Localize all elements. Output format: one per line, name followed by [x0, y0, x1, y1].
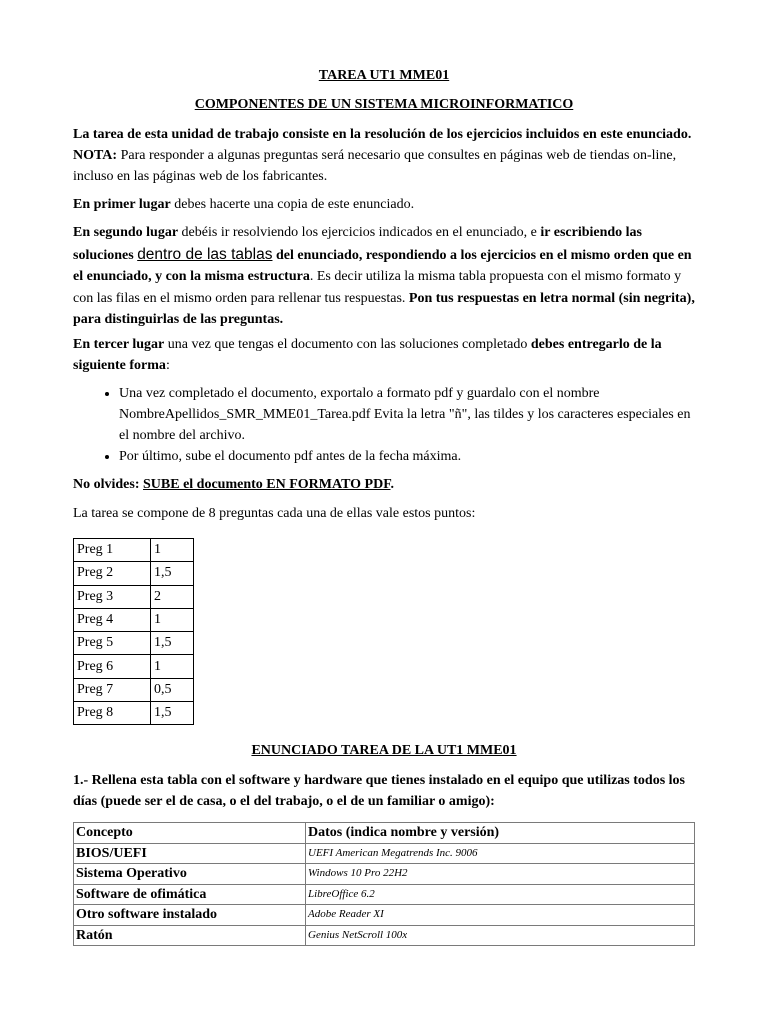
intro-paragraph	[73, 124, 695, 187]
table-row	[74, 539, 194, 562]
header-concept: Concepto	[74, 823, 306, 844]
points-table	[73, 538, 194, 725]
answer-cell: Adobe Reader XI	[306, 905, 695, 926]
second-step-bold-2: ir escribiendo las soluciones	[73, 225, 643, 263]
points-cell: 2	[151, 585, 194, 608]
header-data: Datos (indica nombre y versión)	[306, 823, 695, 844]
upload-pdf-emphasis: SUBE el documento EN FORMATO PDF	[143, 477, 391, 492]
document-subtitle: COMPONENTES DE UN SISTEMA MICROINFORMATICO	[194, 97, 574, 112]
hardware-software-table	[73, 822, 695, 946]
second-step-paragraph	[73, 222, 695, 331]
table-row	[74, 655, 194, 678]
question-cell: Preg 6	[74, 655, 151, 678]
third-step-paragraph	[73, 334, 695, 376]
table-row	[74, 925, 695, 946]
third-step-text: una vez que tengas el documento con las soluciones completado	[164, 337, 531, 352]
table-row	[74, 608, 194, 631]
points-cell: 1,5	[151, 702, 194, 725]
question-cell: Preg 4	[74, 608, 151, 631]
table-row	[74, 585, 194, 608]
concept-cell: Sistema Operativo	[74, 864, 306, 885]
second-step-bold-3: del enunciado, respondiendo a los ejercicios en el mismo orden que en el enunciado, y con la misma estructura	[73, 247, 692, 284]
reminder-paragraph	[73, 474, 695, 495]
answer-cell: Windows 10 Pro 22H2	[306, 864, 695, 885]
table-row	[74, 905, 695, 926]
points-cell: 1,5	[151, 632, 194, 655]
concept-cell: Otro software instalado	[74, 905, 306, 926]
question-cell: Preg 8	[74, 702, 151, 725]
points-cell: 1	[151, 655, 194, 678]
concept-cell: BIOS/UEFI	[74, 843, 306, 864]
delivery-instructions-list	[73, 383, 695, 467]
question-cell: Preg 3	[74, 585, 151, 608]
third-step-bold: En tercer lugar	[73, 337, 165, 352]
question-1: 1.- Rellena esta tabla con el software y hardware que tienes instalado en el equipo que utilizas todos los días (puede ser el de casa, o el del trabajo, o el de un familiar o amigo):	[73, 773, 685, 809]
points-cell: 1	[151, 608, 194, 631]
reminder-label: No olvides:	[73, 477, 140, 492]
concept-cell: Software de ofimática	[74, 884, 306, 905]
document-title: TAREA UT1 MME01	[318, 68, 450, 83]
question-cell: Preg 7	[74, 678, 151, 701]
table-row	[74, 702, 194, 725]
third-step-bold-2: debes entregarlo de la siguiente forma	[73, 337, 662, 373]
table-row	[74, 843, 695, 864]
intro-bold: La tarea de esta unidad de trabajo consiste en la resolución de los ejercicios incluidos en este enunciado. NOTA:	[73, 127, 692, 163]
table-row	[74, 632, 194, 655]
list-item: • Por último, sube el documento pdf antes de la fecha máxima.	[119, 446, 695, 467]
second-step-text: debéis ir resolviendo los ejercicios indicados en el enunciado, e	[178, 225, 541, 240]
table-row	[74, 884, 695, 905]
second-step-text-2: . Es decir utiliza la misma tabla propuesta con el mismo formato y con las filas en el mismo orden para rellenar tus respuestas.	[73, 269, 682, 306]
points-cell: 0,5	[151, 678, 194, 701]
second-step-bold: En segundo lugar	[73, 225, 179, 240]
intro-text: Para responder a algunas preguntas será necesario que consultes en páginas web de tiendas on-line, incluso en las páginas web de los fabricantes.	[73, 148, 677, 184]
list-item: • Una vez completado el documento, exportalo a formato pdf y guardalo con el nombre NombreApellidos_SMR_MME01_Tarea.pdf Evita la letra "ñ", las tildes y los caracteres especiales en el nombre del archivo.	[119, 383, 695, 446]
first-step-bold: En primer lugar	[73, 197, 171, 212]
points-intro: La tarea se compone de 8 preguntas cada una de ellas vale estos puntos:	[73, 506, 476, 521]
third-step-colon: :	[165, 358, 170, 373]
question-cell: Preg 1	[74, 539, 151, 562]
answer-cell: UEFI American Megatrends Inc. 9006	[306, 843, 695, 864]
question-cell: Preg 2	[74, 562, 151, 585]
section-title: ENUNCIADO TAREA DE LA UT1 MME01	[251, 743, 517, 758]
table-header-row	[74, 823, 695, 844]
table-row	[74, 864, 695, 885]
table-row	[74, 562, 194, 585]
first-step-paragraph	[73, 194, 695, 215]
points-cell: 1	[151, 539, 194, 562]
answer-cell: Genius NetScroll 100x	[306, 925, 695, 946]
concept-cell: Ratón	[74, 925, 306, 946]
reminder-end: .	[390, 477, 394, 492]
second-step-bold-4: Pon tus respuestas en letra normal (sin negrita), para distinguirlas de las preguntas.	[73, 290, 695, 327]
points-cell: 1,5	[151, 562, 194, 585]
answer-cell: LibreOffice 6.2	[306, 884, 695, 905]
table-row	[74, 678, 194, 701]
inside-tables-emphasis: dentro de las tablas	[137, 245, 273, 263]
first-step-text: debes hacerte una copia de este enunciado.	[170, 197, 415, 212]
question-cell: Preg 5	[74, 632, 151, 655]
